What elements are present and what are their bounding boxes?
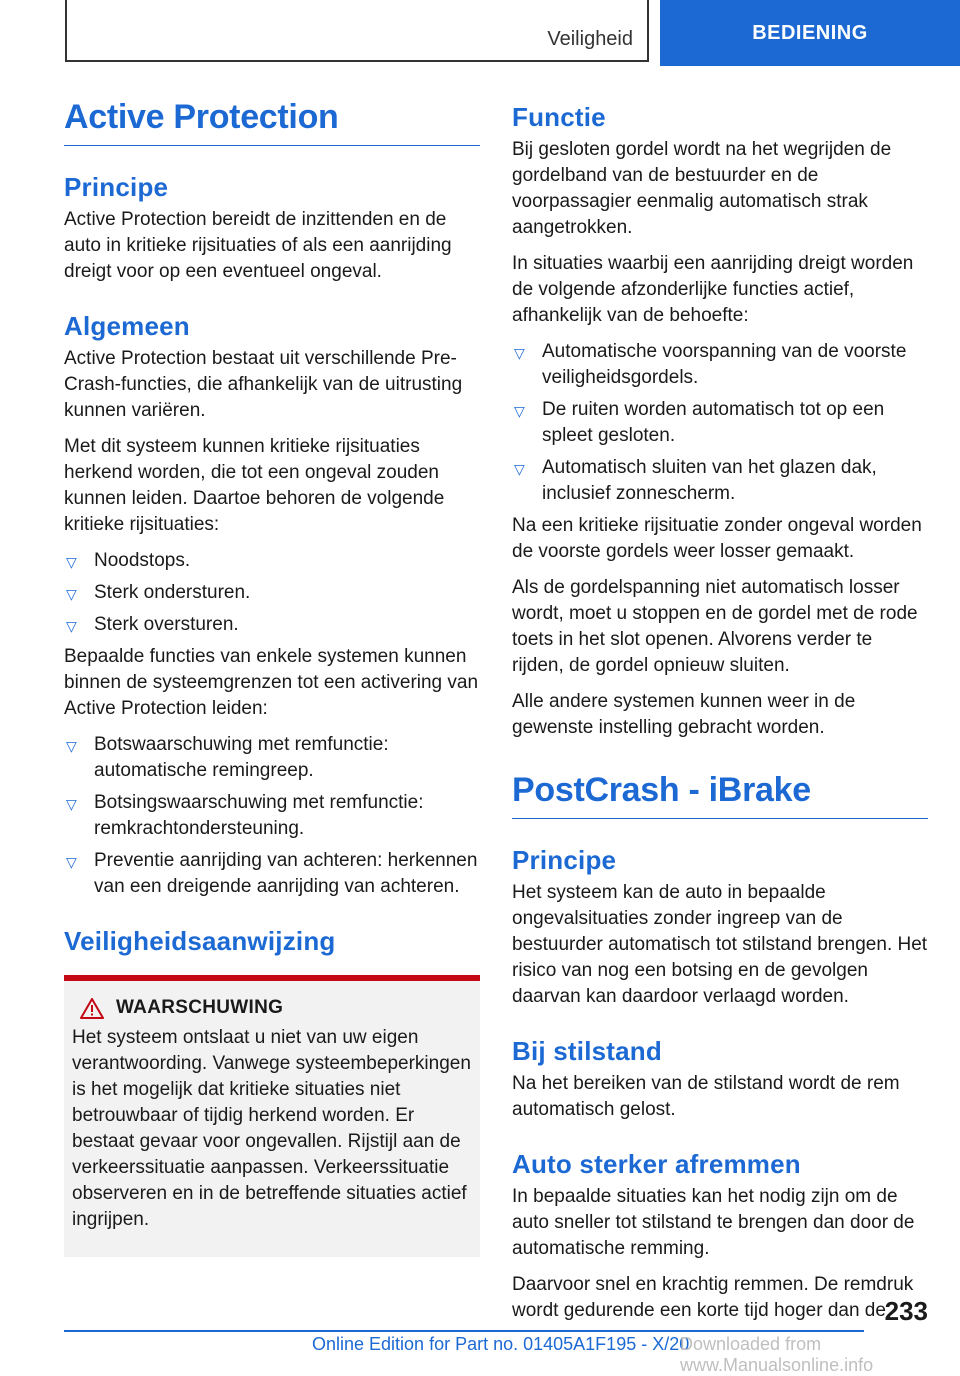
functie-paragraph: Na een kritieke rijsituatie zonder ongeval worden de voorste gordels weer losser gemaakt. [512, 515, 922, 562]
afremmen-paragraph: Daarvoor snel en krachtig remmen. De remdruk wordt gedurende een korte tijd hoger dan de [512, 1274, 914, 1321]
list-item: ▽ Sterk ondersturen. [64, 580, 480, 606]
functie-paragraph: Als de gordelspanning niet automatisch losser wordt, moet u stoppen en de gordel met de rode toets in het slot openen. Alvorens verder te rijden, de gordel opnieuw sluiten. [512, 577, 918, 676]
warning-triangle-icon [80, 998, 104, 1019]
warning-text: Het systeem ontslaat u niet van uw eigen verantwoording. Vanwege systeembeperkingen is het mogelijk dat kritieke situaties niet betrouwbaar of tijdig herkend worden. Er bestaat gevaar voor ongevallen. Rijstijl aan de verkeerssituatie aanpassen. Verkeerssituatie observeren en in de betreffende situaties actief ingrijpen. [72, 1027, 471, 1230]
afremmen-heading: Auto sterker afremmen [512, 1149, 801, 1179]
list-item: ▽ Sterk oversturen. [64, 612, 480, 638]
warning-header [72, 997, 472, 1019]
triangle-bullet-icon: ▽ [66, 618, 77, 634]
page-number: 233 [884, 1296, 928, 1326]
algemeen-paragraph: Met dit systeem kunnen kritieke rijsituaties herkend worden, die tot een ongeval zouden kunnen leiden. Daartoe behoren de volgende kritieke rijsituaties: [64, 436, 445, 535]
algemeen-heading: Algemeen [64, 311, 190, 341]
section-title: Veiligheid [547, 28, 633, 50]
situations-list [64, 548, 480, 638]
warning-box [64, 975, 480, 1257]
triangle-bullet-icon: ▽ [66, 796, 77, 812]
list-item: ▽ Botsingswaarschuwing met remfunctie: remkrachtondersteuning. [66, 792, 424, 839]
triangle-bullet-icon: ▽ [514, 403, 525, 419]
list-item: ▽ De ruiten worden automatisch tot op een spleet gesloten. [514, 399, 885, 446]
list-item: ▽ Automatische voorspanning van de voorste veiligheidsgordels. [514, 341, 907, 388]
functie-paragraph: Alle andere systemen kunnen weer in de gewenste instelling gebracht worden. [512, 691, 856, 738]
left-column [64, 98, 480, 1257]
warning-title: WAARSCHUWING [116, 997, 284, 1018]
triangle-bullet-icon: ▽ [66, 586, 77, 602]
principe-text: Active Protection bereidt de inzittenden en de auto in kritieke rijsituaties of als een aanrijding dreigt voor op een eventueel ongeval. [64, 209, 452, 282]
main-title: Active Protection [64, 98, 480, 146]
triangle-bullet-icon: ▽ [514, 461, 525, 477]
functions-list [64, 732, 480, 900]
afremmen-paragraph: In bepaalde situaties kan het nodig zijn om de auto sneller tot stilstand te brengen dan door de automatische remming. [512, 1186, 915, 1259]
principe-text: Het systeem kan de auto in bepaalde ongevalsituaties zonder ingreep van de bestuurder automatisch tot stilstand brengen. Het risico van nog een botsing en de gevolgen daarvan kan daardoor verlaagd worden. [512, 882, 928, 1007]
triangle-bullet-icon: ▽ [66, 854, 77, 870]
list-item: ▽ Automatisch sluiten van het glazen dak, inclusief zonnescherm. [514, 457, 877, 504]
right-column [512, 102, 928, 1334]
active-functions-list [512, 339, 928, 507]
functie-paragraph: In situaties waarbij een aanrijding dreigt worden de volgende afzonderlijke functies actief, afhankelijk van de behoefte: [512, 253, 914, 326]
triangle-bullet-icon: ▽ [66, 738, 77, 754]
chapter-tab: BEDIENING [660, 0, 960, 66]
triangle-bullet-icon: ▽ [514, 345, 525, 361]
list-item: ▽ Preventie aanrijding van achteren: herkennen van een dreigende aanrijding van achteren. [66, 850, 478, 897]
watermark-link[interactable]: Downloaded from www.Manualsonline.info [680, 1334, 874, 1375]
list-item: ▽ Noodstops. [64, 548, 480, 574]
triangle-bullet-icon: ▽ [66, 554, 77, 570]
list-item: ▽ Botswaarschuwing met remfunctie: automatische remingreep. [66, 734, 389, 781]
algemeen-paragraph: Bepaalde functies van enkele systemen kunnen binnen de systeemgrenzen tot een activering van Active Protection leiden: [64, 646, 479, 719]
edition-text: Online Edition for Part no. 01405A1F195 - X/20 [312, 1334, 690, 1354]
functie-paragraph: Bij gesloten gordel wordt na het wegrijden de gordelband van de bestuurder en de voorpassagier eenmalig automatisch strak aangetrokken. [512, 139, 892, 238]
principe-heading: Principe [64, 172, 169, 202]
safety-heading: Veiligheidsaanwijzing [64, 926, 336, 956]
footer-divider [64, 1330, 864, 1332]
stilstand-heading: Bij stilstand [512, 1036, 662, 1066]
stilstand-text: Na het bereiken van de stilstand wordt de rem automatisch gelost. [512, 1073, 900, 1120]
principe-heading: Principe [512, 845, 617, 875]
header-box [65, 0, 649, 62]
algemeen-paragraph: Active Protection bestaat uit verschillende Pre-Crash-functies, die afhankelijk van de uitrusting kunnen variëren. [64, 348, 463, 421]
page-header [0, 0, 960, 66]
functie-heading: Functie [512, 102, 606, 132]
postcrash-title: PostCrash - iBrake [512, 771, 928, 819]
